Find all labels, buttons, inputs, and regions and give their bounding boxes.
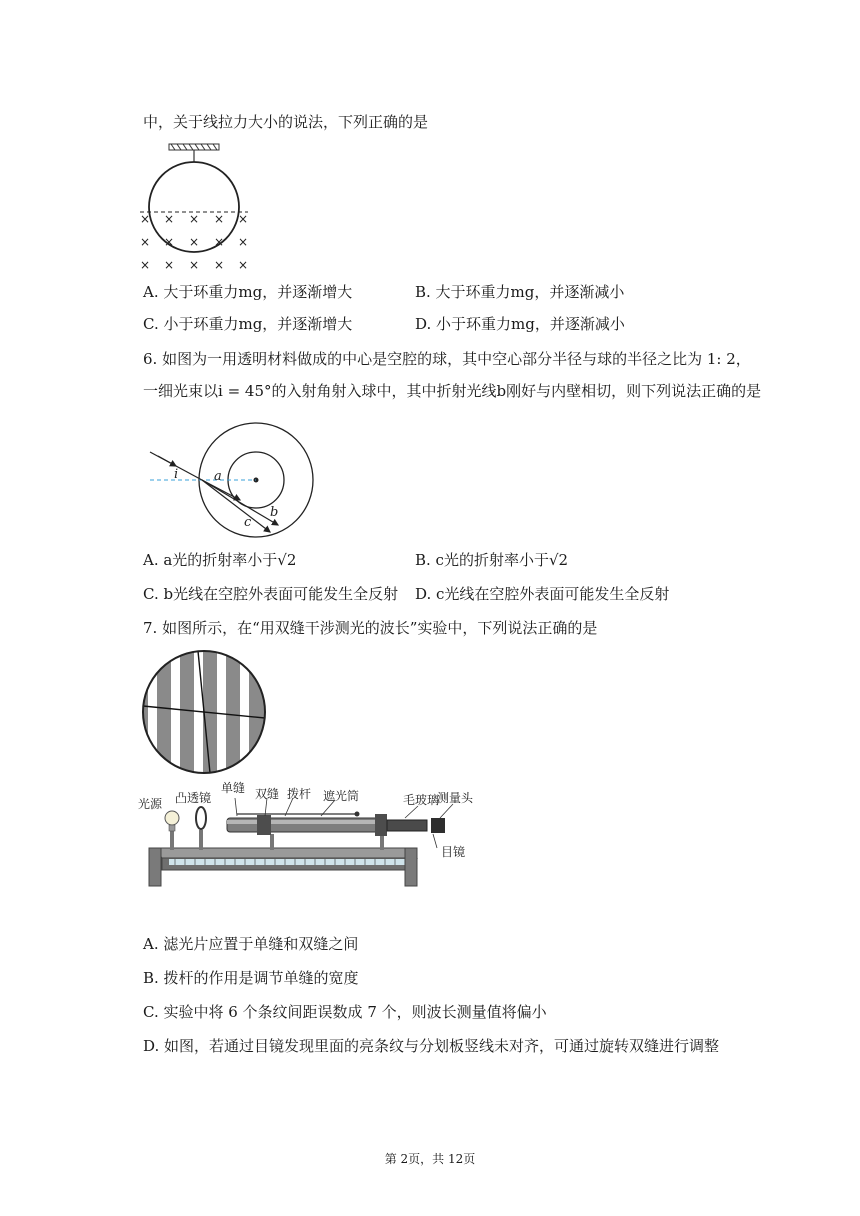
q6-sphere-figure	[140, 410, 320, 545]
svg-text:×: ×	[188, 212, 200, 226]
q7-option-b: B. 拨杆的作用是调节单缝的宽度	[143, 969, 359, 987]
q6-stem-line2: 一细光束以i = 45°的入射角射入球中，其中折射光线b刚好与内壁相切，则下列说法正确的是	[143, 382, 762, 400]
label-single-slit: 单缝	[221, 781, 246, 795]
svg-text:×: ×	[237, 235, 249, 249]
q7-stem-line1: 7. 如图所示，在“用双缝干涉测光的波长”实验中，下列说法正确的是	[143, 619, 598, 637]
q6-label-a: a	[214, 469, 222, 484]
label-light-shield-tube: 遮光筒	[323, 789, 360, 803]
q6-option-d: D. c光线在空腔外表面可能发生全反射	[415, 585, 670, 603]
q6-label-i: i	[174, 467, 179, 482]
svg-text:×: ×	[213, 258, 225, 272]
q7-option-d: D. 如图，若通过目镜发现里面的亮条纹与分划板竖线未对齐，可通过旋转双缝进行调整	[143, 1037, 720, 1055]
svg-text:×: ×	[163, 258, 175, 272]
q5-option-b: B. 大于环重力mg，并逐渐减小	[415, 283, 625, 301]
svg-text:×: ×	[188, 258, 200, 272]
svg-text:×: ×	[213, 235, 225, 249]
label-double-slit: 双缝	[255, 787, 280, 801]
q6-option-a: A. a光的折射率小于√2	[143, 551, 297, 569]
page-footer: 第 2页，共 12页	[384, 1152, 476, 1166]
q7-option-a: A. 滤光片应置于单缝和双缝之间	[143, 935, 359, 953]
svg-text:×: ×	[163, 212, 175, 226]
q7-fringe-figure	[138, 646, 270, 778]
q6-label-c: c	[244, 515, 252, 530]
q7-option-c: C. 实验中将 6 个条纹间距误数成 7 个，则波长测量值将偏小	[143, 1003, 547, 1021]
q5-option-c: C. 小于环重力mg，并逐渐增大	[143, 315, 353, 333]
q6-option-b: B. c光的折射率小于√2	[415, 551, 569, 569]
svg-text:×: ×	[237, 258, 249, 272]
svg-text:×: ×	[188, 235, 200, 249]
label-frosted-glass: 毛玻璃	[403, 793, 440, 807]
svg-text:×: ×	[237, 212, 249, 226]
q6-stem-line1: 6. 如图为一用透明材料做成的中心是空腔的球，其中空心部分半径与球的半径之比为 1: 2，	[143, 350, 751, 368]
label-eyepiece: 目镜	[441, 845, 466, 859]
q5-stem-tail: 中，关于线拉力大小的说法，下列正确的是	[143, 113, 429, 131]
svg-text:×: ×	[139, 235, 151, 249]
label-lever: 拨杆	[287, 787, 312, 801]
q5-option-a: A. 大于环重力mg，并逐渐增大	[143, 283, 353, 301]
label-measuring-head: 测量头	[437, 791, 474, 805]
q7-apparatus-figure	[135, 778, 475, 896]
q6-option-c: C. b光线在空腔外表面可能发生全反射	[143, 585, 399, 603]
svg-text:×: ×	[163, 235, 175, 249]
svg-text:×: ×	[139, 258, 151, 272]
svg-text:×: ×	[139, 212, 151, 226]
q5-option-d: D. 小于环重力mg，并逐渐减小	[415, 315, 625, 333]
label-light-source: 光源	[138, 797, 163, 811]
q5-ring-figure	[135, 140, 260, 275]
svg-text:×: ×	[213, 212, 225, 226]
label-convex-lens: 凸透镜	[175, 791, 212, 805]
q6-label-b: b	[270, 505, 279, 520]
